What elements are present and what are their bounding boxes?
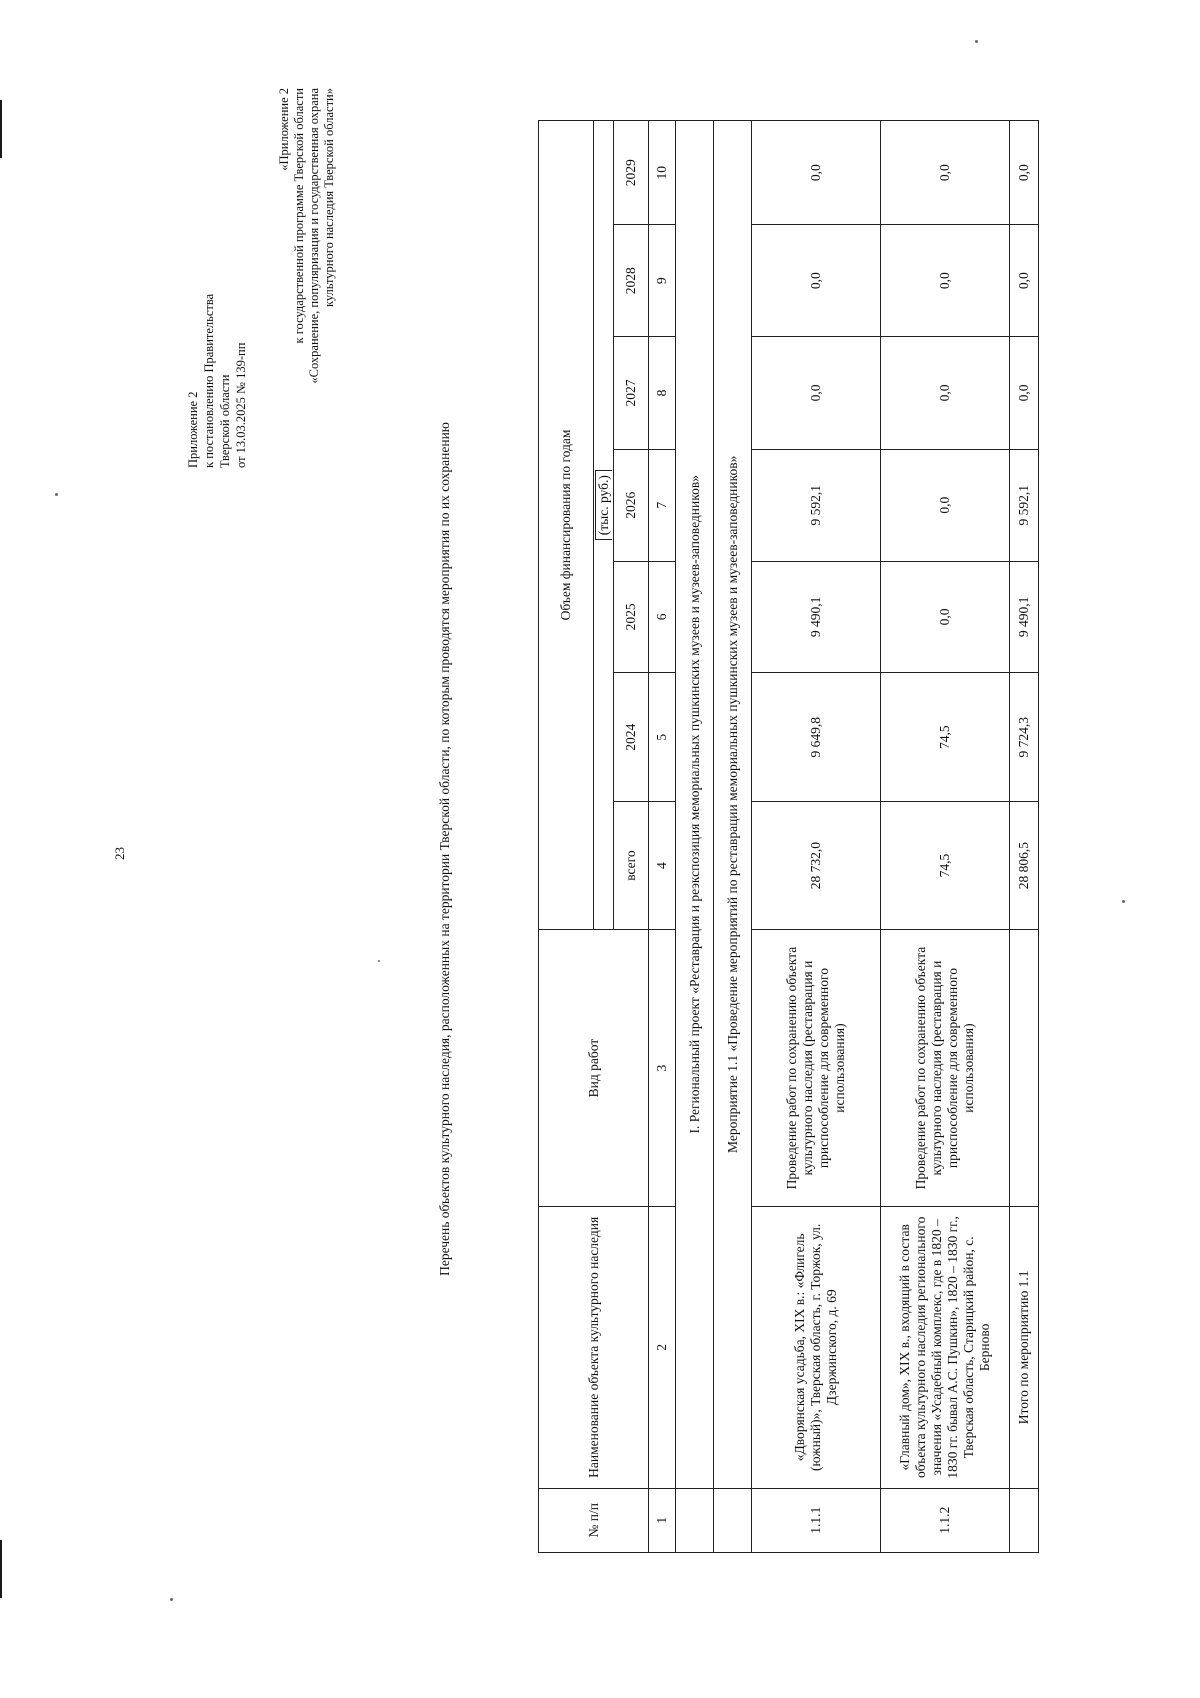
work-type: Проведение работ по сохранению объекта культурного наследия (реставрация и приспособление для современного использования) — [752, 929, 881, 1206]
stamp-line: от 13.03.2025 № 139-пп — [234, 342, 248, 468]
value-year: 9 649,8 — [752, 673, 881, 802]
value-year: 0,0 — [752, 121, 881, 225]
total-value: 0,0 — [1010, 225, 1039, 337]
decree-stamp — [185, 294, 249, 468]
value-year: 0,0 — [881, 337, 1010, 450]
section-stub — [676, 1488, 714, 1552]
total-value: 28 806,5 — [1010, 802, 1039, 930]
column-number: 1 — [649, 1488, 676, 1552]
object-name: «Главный дом», XIX в., входящий в состав объекта культурного наследия регионального значения «Усадебный комплекс, где в 1820 – 1830 гг. бывал А.С. Пушкин», 1820 – 1830 гг., Тверская область, Старицкий район, с. Берново — [881, 1207, 1010, 1488]
column-number: 9 — [649, 225, 676, 337]
column-number: 8 — [649, 337, 676, 450]
header-total: всего — [614, 802, 649, 930]
column-number: 5 — [649, 673, 676, 802]
work-type: Проведение работ по сохранению объекта культурного наследия (реставрация и приспособление для современного использования) — [881, 929, 1010, 1206]
total-value: 9 490,1 — [1010, 561, 1039, 673]
value-total: 74,5 — [881, 802, 1010, 930]
column-number: 6 — [649, 561, 676, 673]
annex-line: «Сохранение, популяризация и государственная охрана — [307, 88, 321, 384]
value-year: 0,0 — [752, 337, 881, 450]
value-year: 0,0 — [881, 561, 1010, 673]
value-year: 0,0 — [881, 225, 1010, 337]
column-number: 2 — [649, 1207, 676, 1488]
annex-header — [277, 88, 337, 628]
value-year: 74,5 — [881, 673, 1010, 802]
total-value: 9 724,3 — [1010, 673, 1039, 802]
header-year: 2024 — [614, 673, 649, 802]
value-year: 9 592,1 — [752, 449, 881, 561]
header-unit: (тыс. руб.) — [595, 470, 612, 540]
annex-line: «Приложение 2 — [277, 88, 291, 171]
stamp-line: Тверской области — [218, 374, 232, 468]
total-num — [1010, 1488, 1039, 1552]
row-num: 1.1.1 — [752, 1488, 881, 1552]
header-year: 2027 — [614, 337, 649, 450]
column-number: 10 — [649, 121, 676, 225]
total-label: Итого по мероприятию 1.1 — [1010, 1207, 1039, 1488]
object-name: «Дворянская усадьба, XIX в.: «Флигель (южный)», Тверская область, г. Торжок, ул. Дзержинского, д. 69 — [752, 1207, 881, 1488]
section-title: I. Региональный проект «Реставрация и реэкспозиция мемориальных пушкинских музеев и музеев-заповедников» — [676, 121, 714, 1489]
measure-title: Мероприятие 1.1 «Проведение мероприятий по реставрации мемориальных пушкинских музеев и музеев-заповедников» — [714, 121, 752, 1489]
stamp-line: Приложение 2 — [186, 391, 200, 468]
header-work-type: Вид работ — [539, 929, 649, 1206]
value-year: 0,0 — [752, 225, 881, 337]
row-num: 1.1.2 — [881, 1488, 1010, 1552]
total-row — [1010, 121, 1039, 1553]
table-row — [881, 121, 1010, 1553]
table-row — [752, 121, 881, 1553]
header-unit-cell — [594, 449, 614, 561]
header-spacer — [594, 121, 614, 450]
stamp-line: к постановлению Правительства — [202, 293, 216, 468]
value-year: 0,0 — [881, 449, 1010, 561]
column-number: 4 — [649, 802, 676, 930]
heritage-funding-table — [538, 120, 1039, 1553]
annex-line: к государственной программе Тверской области — [292, 88, 306, 344]
section-stub — [714, 1488, 752, 1552]
header-object-name: Наименование объекта культурного наследия — [539, 1207, 649, 1488]
page-number: 23 — [112, 847, 127, 860]
header-year: 2026 — [614, 449, 649, 561]
value-year: 0,0 — [881, 121, 1010, 225]
header-spacer — [594, 561, 614, 929]
total-value: 0,0 — [1010, 121, 1039, 225]
column-number: 7 — [649, 449, 676, 561]
value-total: 28 732,0 — [752, 802, 881, 930]
header-num: № п/п — [539, 1488, 649, 1552]
header-funding: Объем финансирования по годам — [539, 121, 594, 930]
total-value: 9 592,1 — [1010, 449, 1039, 561]
value-year: 9 490,1 — [752, 561, 881, 673]
total-empty — [1010, 929, 1039, 1206]
header-year: 2029 — [614, 121, 649, 225]
column-number: 3 — [649, 929, 676, 1206]
header-year: 2028 — [614, 225, 649, 337]
document-title: Перечень объектов культурного наследия, расположенных на территории Тверской области, по которым проводятся мероприятия по их сохранению — [437, 422, 452, 1276]
total-value: 0,0 — [1010, 337, 1039, 450]
header-year: 2025 — [614, 561, 649, 673]
annex-line: культурного наследия Тверской области» — [322, 88, 336, 308]
